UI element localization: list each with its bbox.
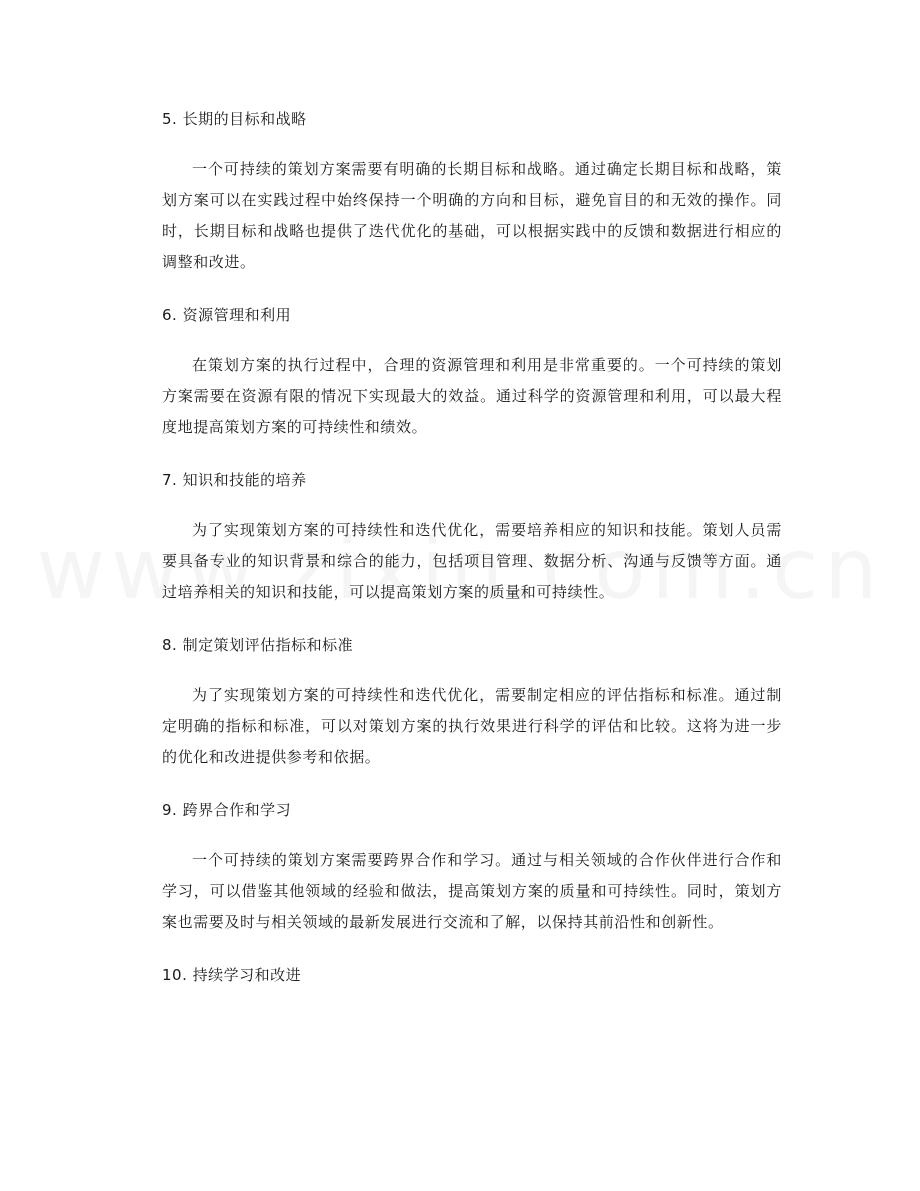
section-heading: 9. 跨界合作和学习 bbox=[162, 801, 292, 819]
section-heading: 8. 制定策划评估指标和标准 bbox=[162, 636, 354, 654]
section-paragraph: 一个可持续的策划方案需要跨界合作和学习。通过与相关领域的合作伙伴进行合作和学习，可以借鉴其他领域的经验和做法，提高策划方案的质量和可持续性。同时，策划方案也需要及时与相关领域的最新发展进行交流和了解，以保持其前沿性和创新性。 bbox=[162, 851, 782, 931]
section-9 bbox=[162, 795, 782, 938]
section-heading: 6. 资源管理和利用 bbox=[162, 306, 292, 324]
section-10 bbox=[162, 960, 782, 990]
section-heading: 10. 持续学习和改进 bbox=[162, 966, 302, 984]
section-8 bbox=[162, 630, 782, 773]
section-5 bbox=[162, 104, 782, 278]
section-heading: 5. 长期的目标和战略 bbox=[162, 110, 307, 128]
section-paragraph: 为了实现策划方案的可持续性和迭代优化，需要制定相应的评估指标和标准。通过制定明确的指标和标准，可以对策划方案的执行效果进行科学的评估和比较。这将为进一步的优化和改进提供参考和依据。 bbox=[162, 686, 782, 766]
section-paragraph: 在策划方案的执行过程中，合理的资源管理和利用是非常重要的。一个可持续的策划方案需要在资源有限的情况下实现最大的效益。通过科学的资源管理和利用，可以最大程度地提高策划方案的可持续性和绩效。 bbox=[162, 356, 782, 436]
document-content bbox=[162, 104, 782, 1010]
section-6 bbox=[162, 300, 782, 443]
section-paragraph: 为了实现策划方案的可持续性和迭代优化，需要培养相应的知识和技能。策划人员需要具备专业的知识背景和综合的能力，包括项目管理、数据分析、沟通与反馈等方面。通过培养相关的知识和技能，可以提高策划方案的质量和可持续性。 bbox=[162, 521, 782, 601]
section-7 bbox=[162, 465, 782, 608]
section-heading: 7. 知识和技能的培养 bbox=[162, 471, 307, 489]
section-paragraph: 一个可持续的策划方案需要有明确的长期目标和战略。通过确定长期目标和战略，策划方案可以在实践过程中始终保持一个明确的方向和目标，避免盲目的和无效的操作。同时，长期目标和战略也提供了迭代优化的基础，可以根据实践中的反馈和数据进行相应的调整和改进。 bbox=[162, 160, 782, 271]
